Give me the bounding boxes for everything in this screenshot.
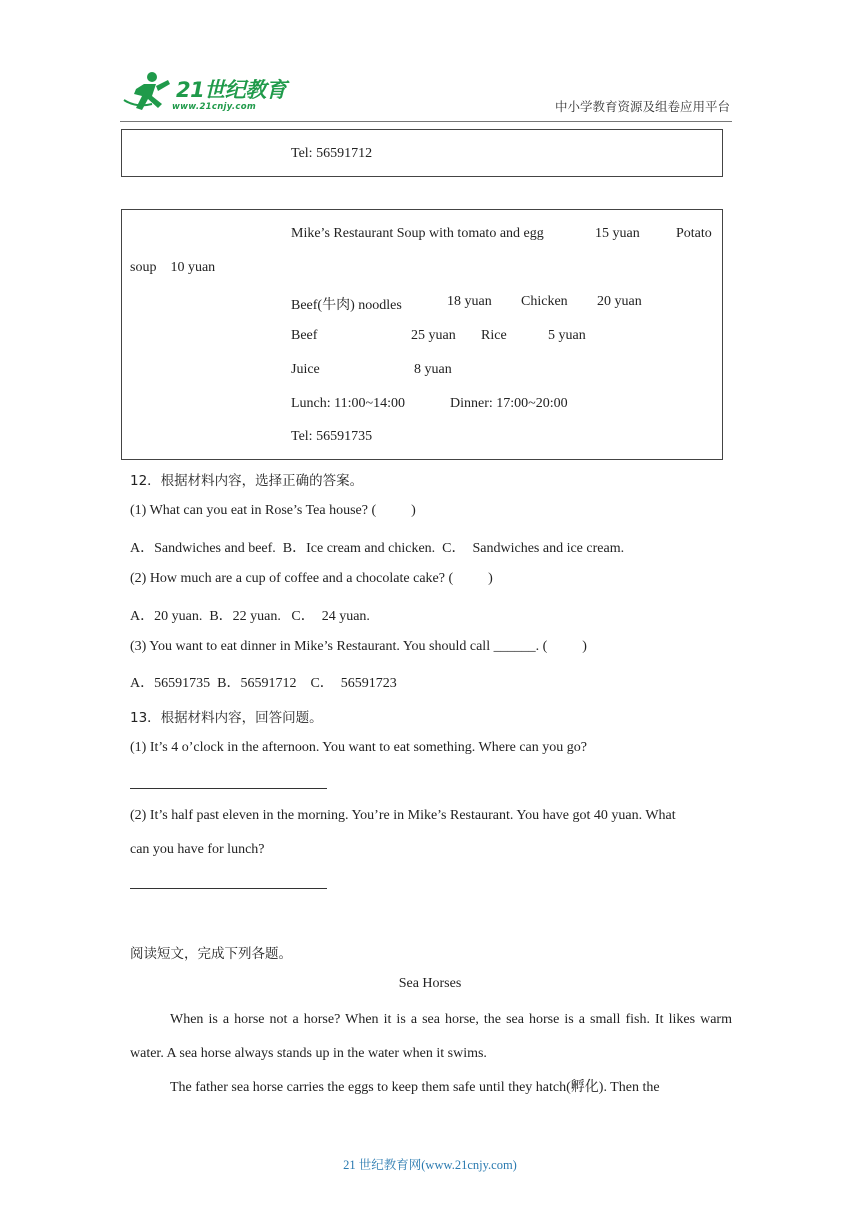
menu-price-chicken: 20 yuan xyxy=(597,294,642,309)
q13-1-answer-line[interactable] xyxy=(130,788,327,789)
q12-3-question: (3) You want to eat dinner in Mike’s Restaurant. You should call ______. ( ) xyxy=(130,639,587,654)
runner-icon xyxy=(122,70,174,114)
menu-item-beef: Beef xyxy=(291,328,318,343)
menu-line-2: soup 10 yuan xyxy=(130,260,216,275)
page-footer: 21 世纪教育网(www.21cnjy.com) xyxy=(343,1158,517,1172)
reading-instruction: 阅读短文，完成下列各题。 xyxy=(130,946,292,962)
menu-price-juice: 8 yuan xyxy=(414,362,452,377)
menu-price-beef: 25 yuan xyxy=(411,328,456,343)
q12-2-question: (2) How much are a cup of coffee and a chocolate cake? ( ) xyxy=(130,571,493,586)
reading-paragraph-1: When is a horse not a horse? When it is a sea horse, the sea horse is a small fish. It likes warm water. A sea horse always stands up in the water when it swims. xyxy=(130,1012,732,1061)
q13-2-answer-line[interactable] xyxy=(130,888,327,889)
q12-3-options: A．56591735 B．56591712 C． 56591723 xyxy=(130,676,397,691)
menu-item-potato: Potato xyxy=(676,226,712,241)
menu-item-chicken: Chicken xyxy=(521,294,568,309)
menu-price-rice: 5 yuan xyxy=(548,328,586,343)
menu-price-beef-noodles: 18 yuan xyxy=(447,294,492,309)
q12-1-options: A．Sandwiches and beef. B．Ice cream and chicken. C． Sandwiches and ice cream. xyxy=(130,541,625,556)
platform-title: 中小学教育资源及组卷应用平台 xyxy=(554,99,730,114)
menu-line-1: Mike’s Restaurant Soup with tomato and egg xyxy=(291,226,544,241)
logo-url: www.21cnjy.com xyxy=(172,102,256,112)
reading-title: Sea Horses xyxy=(398,976,462,991)
logo-text: 21世纪教育 xyxy=(176,78,287,102)
q13-1-question: (1) It’s 4 o’clock in the afternoon. You want to eat something. Where can you go? xyxy=(130,740,587,755)
menu-item-beef-noodles: Beef(牛肉) noodles xyxy=(291,298,402,313)
q13-title: 13．根据材料内容，回答问题。 xyxy=(130,710,323,726)
q12-title: 12．根据材料内容，选择正确的答案。 xyxy=(130,473,364,489)
header-divider xyxy=(120,121,732,122)
menu-item-juice: Juice xyxy=(291,362,320,377)
q13-2-question-line1: (2) It’s half past eleven in the morning. You’re in Mike’s Restaurant. You have got 40 yuan. What xyxy=(130,808,676,823)
q13-2-question-line2: can you have for lunch? xyxy=(130,842,265,857)
tea-house-tel: Tel: 56591712 xyxy=(291,146,373,161)
q12-1-question: (1) What can you eat in Rose’s Tea house? ( ) xyxy=(130,503,416,518)
tea-house-box-end xyxy=(121,129,723,177)
menu-price-soup-tomato: 15 yuan xyxy=(595,226,640,241)
menu-lunch-hours: Lunch: 11:00~14:00 xyxy=(291,396,405,411)
menu-item-rice: Rice xyxy=(481,328,507,343)
reading-paragraph-2: The father sea horse carries the eggs to keep them safe until they hatch(孵化). Then the xyxy=(170,1080,660,1095)
q12-2-options: A．20 yuan. B．22 yuan. C． 24 yuan. xyxy=(130,609,370,624)
site-logo xyxy=(122,70,292,116)
menu-tel: Tel: 56591735 xyxy=(291,429,373,444)
menu-dinner-hours: Dinner: 17:00~20:00 xyxy=(450,396,568,411)
